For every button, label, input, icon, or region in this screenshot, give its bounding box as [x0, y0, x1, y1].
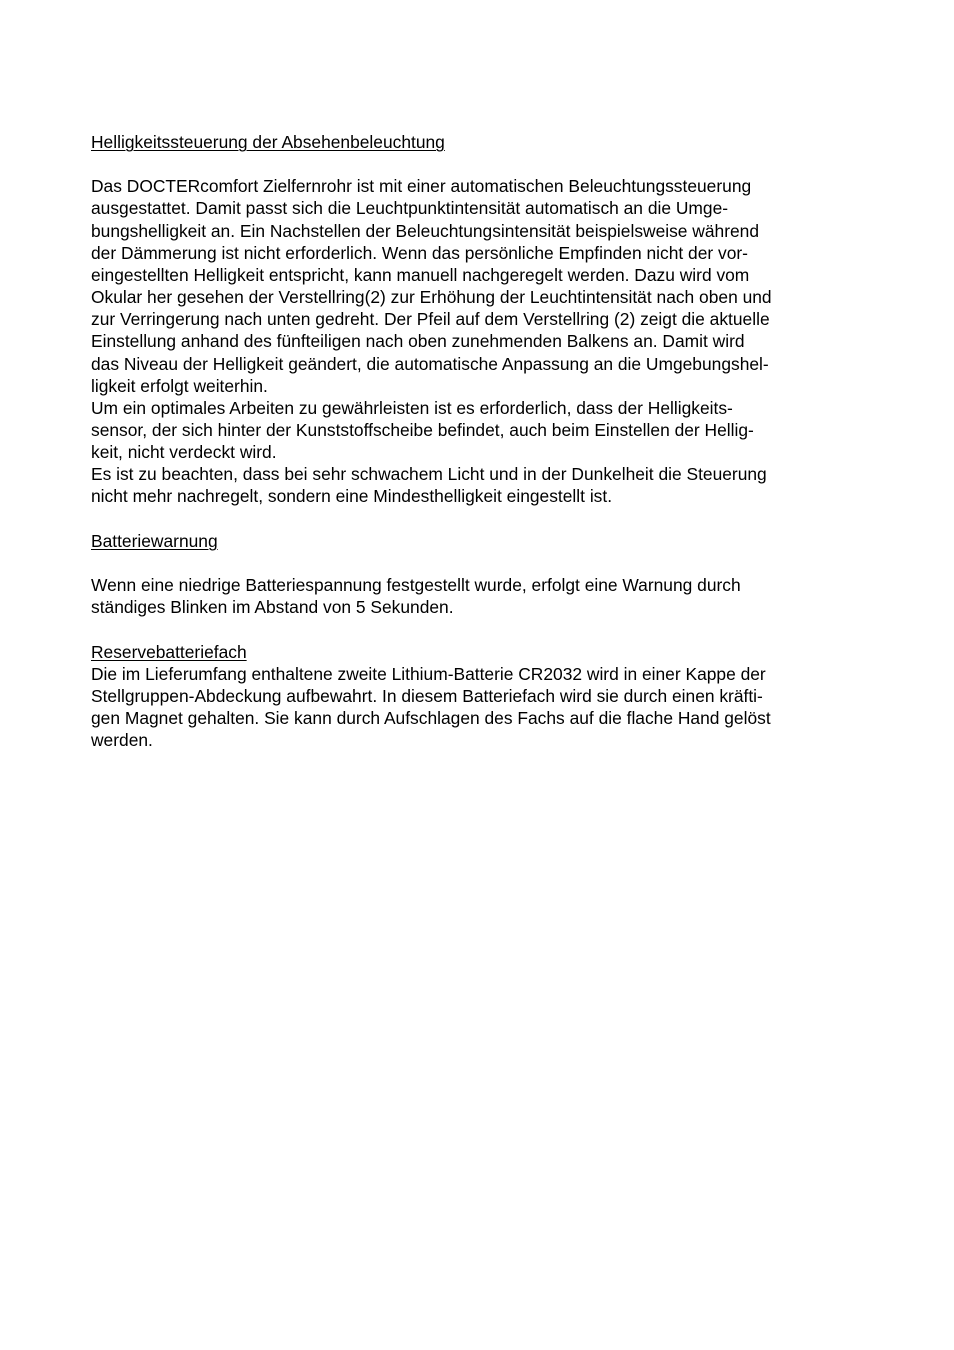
text-line: eingestellten Helligkeit entspricht, kann manuell nachgeregelt werden. Dazu wird vom: [91, 264, 750, 285]
text-line: der Dämmerung ist nicht erforderlich. Wenn das persönliche Empfinden nicht der vor-: [91, 242, 748, 263]
text-line: ausgestattet. Damit passt sich die Leuchtpunktintensität automatisch an die Umge-: [91, 198, 729, 219]
text-line: Stellgruppen-Abdeckung aufbewahrt. In diesem Batteriefach wird sie durch einen kräfti-: [91, 685, 763, 706]
section-heading-spare-battery: Reservebatteriefach: [91, 641, 247, 662]
text-line: nicht mehr nachregelt, sondern eine Mindesthelligkeit eingestellt ist.: [91, 486, 613, 507]
text-line: werden.: [91, 730, 153, 751]
section-heading-brightness-control: Helligkeitssteuerung der Absehenbeleuchtung: [91, 132, 445, 152]
text-line: Die im Lieferumfang enthaltene zweite Lithium-Batterie CR2032 wird in einer Kappe der: [91, 663, 766, 684]
spacer: [91, 153, 871, 175]
document-body: [91, 131, 871, 751]
section-heading-battery-warning: Batteriewarnung: [91, 530, 218, 551]
paragraph-brightness-minimum: [91, 463, 871, 507]
text-line: ligkeit erfolgt weiterhin.: [91, 375, 268, 396]
paragraph-battery-warning: [91, 574, 871, 618]
paragraph-brightness-intro: [91, 175, 871, 397]
text-line: sensor, der sich hinter der Kunststoffscheibe befindet, auch beim Einstellen der Hellig-: [91, 420, 754, 441]
spacer: [91, 552, 871, 574]
text-line: gen Magnet gehalten. Sie kann durch Aufschlagen des Fachs auf die flache Hand gelöst: [91, 708, 771, 728]
text-line: zur Verringerung nach unten gedreht. Der Pfeil auf dem Verstellring (2) zeigt die aktuelle: [91, 309, 770, 330]
spacer: [91, 508, 871, 530]
text-line: ständiges Blinken im Abstand von 5 Sekunden.: [91, 597, 454, 618]
paragraph-brightness-sensor: [91, 397, 871, 463]
spacer: [91, 618, 871, 640]
paragraph-spare-battery: [91, 663, 871, 752]
text-line: das Niveau der Helligkeit geändert, die automatische Anpassung an die Umgebungshel-: [91, 353, 769, 374]
text-line: Das DOCTERcomfort Zielfernrohr ist mit einer automatischen Beleuchtungssteuerung: [91, 176, 752, 197]
text-line: Einstellung anhand des fünfteiligen nach oben zunehmenden Balkens an. Damit wird: [91, 331, 745, 352]
text-line: bungshelligkeit an. Ein Nachstellen der Beleuchtungsintensität beispielsweise während: [91, 220, 760, 241]
text-line: Um ein optimales Arbeiten zu gewährleisten ist es erforderlich, dass der Helligkeits-: [91, 397, 733, 418]
text-line: Es ist zu beachten, dass bei sehr schwachem Licht und in der Dunkelheit die Steuerung: [91, 464, 767, 485]
text-line: Wenn eine niedrige Batteriespannung festgestellt wurde, erfolgt eine Warnung durch: [91, 575, 741, 596]
text-line: keit, nicht verdeckt wird.: [91, 442, 277, 463]
text-line: Okular her gesehen der Verstellring(2) zur Erhöhung der Leuchtintensität nach oben und: [91, 287, 772, 308]
